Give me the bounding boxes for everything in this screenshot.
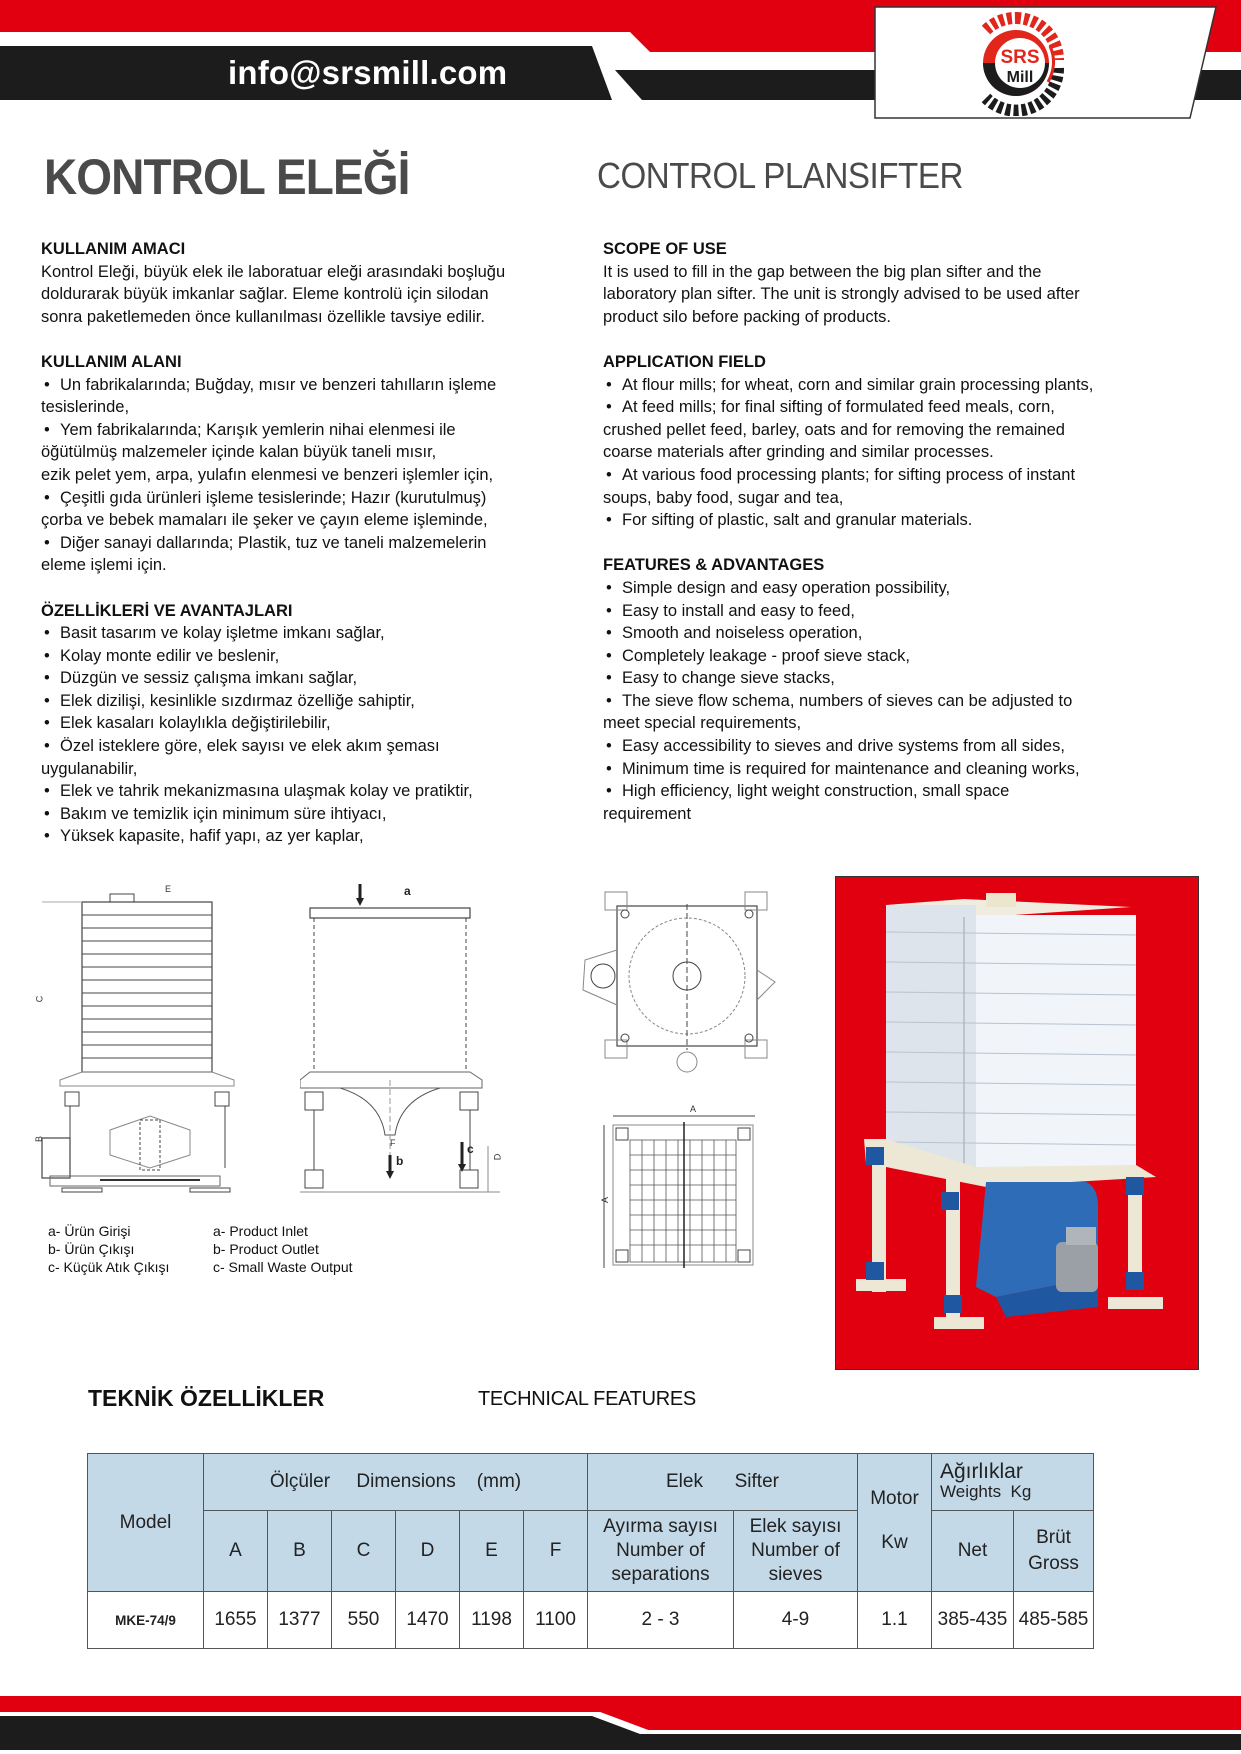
bullet-item: • Easy to change sieve stacks, [603, 667, 1163, 690]
body-line: product silo before packing of products. [603, 307, 892, 326]
bullet-list [603, 374, 1163, 532]
dimensions-header: Ölçüler Dimensions (mm) [204, 1454, 588, 1511]
bullet-item-continuation: ezik pelet yem, arpa, yulafın elenmesi ve benzeri işlemler için, [41, 465, 494, 484]
bullet-item: • Kolay monte edilir ve beslenir, [41, 645, 591, 668]
net-weight-cell: 385-435 [932, 1592, 1014, 1649]
legend-tr [48, 1222, 169, 1276]
weights-header [932, 1454, 1094, 1511]
bullet-item: • Bakım ve temizlik için minimum süre ihtiyacı, [41, 803, 591, 826]
inlet-label-a: a [404, 884, 411, 898]
bullet-item: • Minimum time is required for maintenance and cleaning works, [603, 758, 1163, 781]
spec-table [87, 1453, 1094, 1649]
legend-en [213, 1222, 353, 1276]
bullet-item-continuation: uygulanabilir, [41, 759, 138, 778]
dim-col-header: A [204, 1511, 268, 1592]
bullet-item-continuation: requirement [603, 804, 692, 823]
body-line: It is used to fill in the gap between the big plan sifter and the [603, 262, 1042, 281]
bullet-list [603, 577, 1163, 826]
bullet-item: • Diğer sanayi dallarında; Plastik, tuz ve taneli malzemelerin [41, 532, 591, 555]
legend-item: a- Ürün Girişi [48, 1223, 131, 1239]
motor-unit: Kw [881, 1531, 908, 1553]
english-description [603, 238, 1163, 825]
section-heading: KULLANIM AMACI [41, 240, 186, 258]
section-heading: KULLANIM ALANI [41, 352, 182, 371]
section-heading: ÖZELLİKLERİ VE AVANTAJLARI [41, 601, 293, 620]
body-line: Kontrol Eleği, büyük elek ile laboratuar eleği arasındaki boşluğu [41, 262, 506, 281]
bullet-item: • Smooth and noiseless operation, [603, 622, 1163, 645]
model-cell: MKE-74/9 [88, 1592, 204, 1649]
sifter-header: Elek Sifter [588, 1454, 858, 1511]
outlet-label-b: b [396, 1154, 404, 1168]
gross-header [1014, 1511, 1094, 1592]
legend-item: a- Product Inlet [213, 1223, 308, 1239]
plan-view-drawing [600, 1110, 770, 1270]
bullet-item: • Elek kasaları kolaylıkla değiştirilebilir, [41, 712, 591, 735]
section-heading: APPLICATION FIELD [603, 352, 766, 371]
side-elevation-drawing [40, 880, 240, 1200]
contact-email[interactable]: info@srsmill.com [228, 54, 508, 91]
tech-heading-en: TECHNICAL FEATURES [478, 1388, 696, 1410]
dim-label-a-horizontal: A [690, 1104, 697, 1114]
bullet-list [41, 374, 591, 577]
legend-item: c- Küçük Atık Çıkışı [48, 1259, 170, 1275]
dim-col-header: C [332, 1511, 396, 1592]
bullet-item: • Easy to install and easy to feed, [603, 600, 1163, 623]
body-line: laboratory plan sifter. The unit is strongly advised to be used after [603, 285, 1080, 304]
sieves-label-en: Number of [751, 1540, 840, 1561]
bullet-item: • Düzgün ve sessiz çalışma imkanı sağlar, [41, 667, 591, 690]
legend-item: b- Product Outlet [213, 1241, 319, 1257]
sieves-header [734, 1511, 858, 1592]
bullet-item: • Çeşitli gıda ürünleri işleme tesislerinde; Hazır (kurutulmuş) [41, 487, 591, 510]
bullet-item: • Completely leakage - proof sieve stack, [603, 645, 1163, 668]
dim-cell: 1470 [396, 1592, 460, 1649]
legend-item: b- Ürün Çıkışı [48, 1241, 135, 1257]
svg-text:SRS: SRS [1000, 47, 1040, 68]
bullet-item-continuation: crushed pellet feed, barley, oats and for removing the remained [603, 420, 1065, 439]
front-elevation-drawing [300, 880, 530, 1200]
motor-header [858, 1454, 932, 1592]
bullet-item-continuation: çorba ve bebek mamaları ile şeker ve çayın eleme işleminde, [41, 511, 488, 530]
gross-label-en: Gross [1028, 1553, 1079, 1574]
weights-label-tr: Ağırlıklar [940, 1460, 1023, 1483]
bullet-item-continuation: tesislerinde, [41, 398, 130, 417]
header-band [0, 0, 1241, 125]
dim-col-header: F [524, 1511, 588, 1592]
bullet-item-continuation: eleme işlemi için. [41, 556, 167, 575]
dim-label-c: C [34, 995, 45, 1003]
bullet-item: • Simple design and easy operation possibility, [603, 577, 1163, 600]
section-heading: FEATURES & ADVANTAGES [603, 556, 825, 575]
separations-cell: 2 - 3 [588, 1592, 734, 1649]
bullet-item: • Un fabrikalarında; Buğday, mısır ve benzeri tahılların işleme [41, 374, 591, 397]
separations-label-en2: separations [611, 1564, 710, 1585]
sieve-stack-lines [82, 915, 212, 1058]
sieves-cell: 4-9 [734, 1592, 858, 1649]
bullet-item-continuation: soups, baby food, sugar and tea, [603, 488, 844, 507]
dim-cell: 1377 [268, 1592, 332, 1649]
bullet-item: • The sieve flow schema, numbers of sieves can be adjusted to [603, 690, 1163, 713]
separations-label-en: Number of [616, 1540, 705, 1561]
motor-label: Motor [870, 1487, 919, 1509]
weights-label-en: Weights Kg [940, 1482, 1032, 1501]
gross-weight-cell: 485-585 [1014, 1592, 1094, 1649]
table-row [88, 1592, 1094, 1649]
dim-cell: 1655 [204, 1592, 268, 1649]
bullet-item-continuation: öğütülmüş malzemeler içinde kalan büyük taneli mısır, [41, 443, 437, 462]
legend-item: c- Small Waste Output [213, 1259, 353, 1275]
bullet-item: • Easy accessibility to sieves and drive systems from all sides, [603, 735, 1163, 758]
separations-header [588, 1511, 734, 1592]
dim-col-header: D [396, 1511, 460, 1592]
footer-stripes [0, 1690, 1241, 1754]
bullet-item: • At various food processing plants; for sifting process of instant [603, 464, 1163, 487]
body-line: sonra paketlemeden önce kullanılması özellikle tavsiye edilir. [41, 307, 485, 326]
motor-cell: 1.1 [858, 1592, 932, 1649]
bullet-item: • Elek ve tahrik mekanizmasına ulaşmak kolay ve pratiktir, [41, 780, 591, 803]
bullet-item: • Elek dizilişi, kesinlikle sızdırmaz özelliğe sahiptir, [41, 690, 591, 713]
sieves-label-en2: sieves [768, 1564, 823, 1585]
dim-label-f: F [390, 1138, 396, 1148]
net-header: Net [932, 1511, 1014, 1592]
turkish-description [41, 238, 591, 848]
page-title-en: CONTROL PLANSIFTER [597, 155, 963, 196]
bullet-item: • High efficiency, light weight construction, small space [603, 780, 1163, 803]
product-photo [835, 876, 1199, 1370]
bullet-item-continuation: coarse materials after grinding and similar processes. [603, 443, 994, 462]
body-line: doldurarak büyük imkanlar sağlar. Eleme kontrolü için silodan [41, 285, 489, 304]
bullet-item: • Basit tasarım ve kolay işletme imkanı sağlar, [41, 622, 591, 645]
dim-col-header: B [268, 1511, 332, 1592]
dim-label-d: D [492, 1153, 503, 1161]
sieves-label-tr: Elek sayısı [749, 1516, 842, 1537]
bullet-item: • At flour mills; for wheat, corn and similar grain processing plants, [603, 374, 1163, 397]
tech-heading-tr: TEKNİK ÖZELLİKLER [88, 1385, 325, 1411]
section-heading: SCOPE OF USE [603, 240, 727, 258]
waste-label-c: c [467, 1142, 474, 1156]
dim-cell: 550 [332, 1592, 396, 1649]
svg-text:Mill: Mill [1006, 69, 1034, 86]
bullet-item-continuation: meet special requirements, [603, 714, 802, 733]
dim-label-b: B [34, 1135, 45, 1143]
top-view-drawing [575, 890, 795, 1090]
dim-cell: 1198 [460, 1592, 524, 1649]
bullet-item: • At feed mills; for final sifting of formulated feed meals, corn, [603, 396, 1163, 419]
bullet-item: • Yüksek kapasite, hafif yapı, az yer kaplar, [41, 825, 591, 848]
bullet-item: • Özel isteklere göre, elek sayısı ve elek akım şeması [41, 735, 591, 758]
dim-label-e: E [165, 884, 172, 894]
page-title-tr: KONTROL ELEĞİ [44, 149, 410, 205]
model-header: Model [88, 1454, 204, 1592]
gross-label-tr: Brüt [1036, 1527, 1071, 1548]
dim-label-a-vertical: A [600, 1196, 611, 1204]
separations-label-tr: Ayırma sayısı [603, 1516, 718, 1537]
bullet-item: • Yem fabrikalarında; Karışık yemlerin nihai elenmesi ile [41, 419, 591, 442]
dim-col-header: E [460, 1511, 524, 1592]
bullet-list [41, 622, 591, 848]
bullet-item: • For sifting of plastic, salt and granular materials. [603, 509, 1163, 532]
srs-mill-logo [966, 10, 1066, 116]
dim-cell: 1100 [524, 1592, 588, 1649]
